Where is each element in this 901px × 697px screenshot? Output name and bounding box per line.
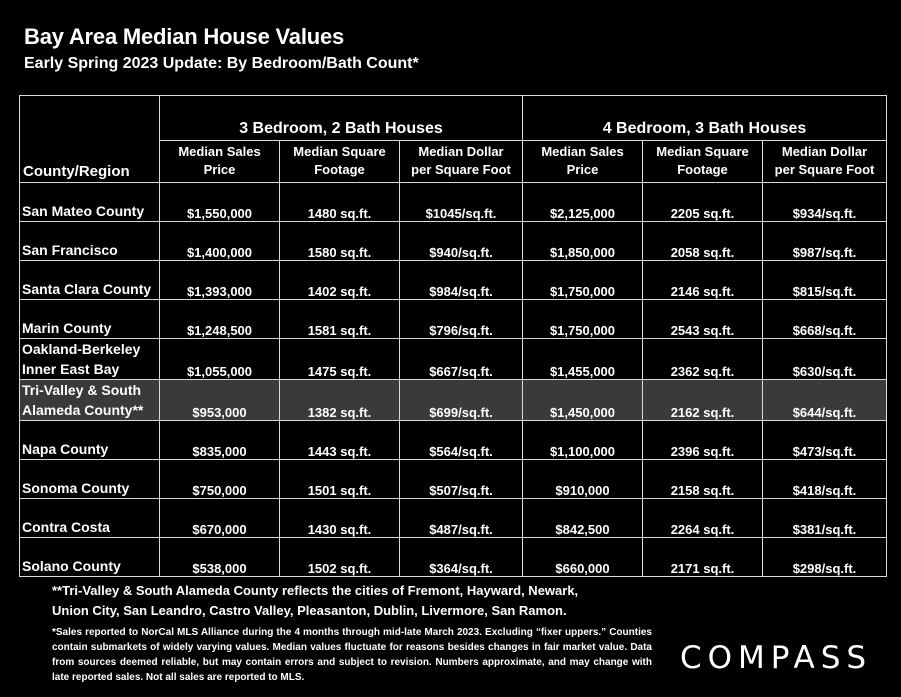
table-cell: 1475 sq.ft. xyxy=(280,338,400,379)
table-cell: $660,000 xyxy=(523,537,643,576)
column-header-line: Median Dollar xyxy=(781,144,868,160)
table-cell: $1,055,000 xyxy=(160,338,280,379)
group-header-3br: 3 Bedroom, 2 Bath Houses xyxy=(160,96,523,141)
table-cell: 2543 sq.ft. xyxy=(643,299,763,338)
column-header-line: per Square Foot xyxy=(774,162,875,178)
table-cell: $1,400,000 xyxy=(160,221,280,260)
tri-valley-footnote-line2: Union City, San Leandro, Castro Valley, Pleasanton, Dublin, Livermore, San Ramon. xyxy=(52,603,567,618)
column-header-line: Price xyxy=(566,162,599,178)
table-cell: $796/sq.ft. xyxy=(400,299,523,338)
table-row xyxy=(20,182,887,221)
group-header-4br: 4 Bedroom, 3 Bath Houses xyxy=(523,96,887,141)
table-row xyxy=(20,379,887,420)
column-header xyxy=(280,141,400,183)
region-name-line: Marin County xyxy=(22,319,112,336)
table-cell: 2264 sq.ft. xyxy=(643,498,763,537)
region-name-line: Sonoma County xyxy=(22,479,130,496)
table-cell: $1,100,000 xyxy=(523,420,643,459)
table-cell: $1,455,000 xyxy=(523,338,643,379)
region-name-line: Tri-Valley & South xyxy=(22,381,142,398)
table-cell: $910,000 xyxy=(523,459,643,498)
table-cell: $667/sq.ft. xyxy=(400,338,523,379)
column-header xyxy=(523,141,643,183)
table-cell: $473/sq.ft. xyxy=(763,420,887,459)
table-row xyxy=(20,537,887,576)
table-cell: $2,125,000 xyxy=(523,182,643,221)
table-row xyxy=(20,221,887,260)
column-header-line: Footage xyxy=(314,162,365,178)
region-name-line: Contra Costa xyxy=(22,518,110,535)
table-cell: 2146 sq.ft. xyxy=(643,260,763,299)
table-cell: $298/sq.ft. xyxy=(763,537,887,576)
table-cell: $381/sq.ft. xyxy=(763,498,887,537)
region-name xyxy=(20,221,160,260)
table-cell: $1,850,000 xyxy=(523,221,643,260)
table-cell: 2162 sq.ft. xyxy=(643,379,763,420)
table-cell: $934/sq.ft. xyxy=(763,182,887,221)
table-cell: $1,450,000 xyxy=(523,379,643,420)
table-cell: $1,248,500 xyxy=(160,299,280,338)
table-row xyxy=(20,338,887,379)
table-cell: 1402 sq.ft. xyxy=(280,260,400,299)
table-cell: 2362 sq.ft. xyxy=(643,338,763,379)
table-cell: 1581 sq.ft. xyxy=(280,299,400,338)
region-name xyxy=(20,260,160,299)
table-row xyxy=(20,299,887,338)
table-cell: $364/sq.ft. xyxy=(400,537,523,576)
region-name xyxy=(20,459,160,498)
table-cell: 1580 sq.ft. xyxy=(280,221,400,260)
region-name-line: Solano County xyxy=(22,557,121,574)
table-cell: $750,000 xyxy=(160,459,280,498)
region-name-line: Santa Clara County xyxy=(22,280,152,297)
page-title: Bay Area Median House Values xyxy=(24,24,345,49)
table-cell: $507/sq.ft. xyxy=(400,459,523,498)
table-cell: $815/sq.ft. xyxy=(763,260,887,299)
table-cell: 2396 sq.ft. xyxy=(643,420,763,459)
column-header-line: Median Sales xyxy=(178,144,261,160)
column-header-line: Footage xyxy=(677,162,728,178)
sales-disclaimer: *Sales reported to NorCal MLS Alliance during the 4 months through mid-late March 2023. Excluding “fixer uppers.” Counties contain submarkets of widely varying values. Median values fluctuate for reasons besides changes in fair market value. Data from sources deemed reliable, but may contain errors and subject to revision. Numbers approximate, and may change with late reported sales. Not all sales are reported to MLS. xyxy=(52,627,652,683)
region-name xyxy=(20,420,160,459)
group-header-row xyxy=(20,96,887,141)
column-header-line: Median Square xyxy=(656,144,749,160)
page-subtitle: Early Spring 2023 Update: By Bedroom/Bath Count* xyxy=(24,55,419,72)
region-header-top xyxy=(20,96,160,141)
table-cell: $953,000 xyxy=(160,379,280,420)
table-cell: $1,550,000 xyxy=(160,182,280,221)
table-cell: $987/sq.ft. xyxy=(763,221,887,260)
table-cell: 1443 sq.ft. xyxy=(280,420,400,459)
column-header-line: Median Sales xyxy=(541,144,624,160)
table-cell: $1045/sq.ft. xyxy=(400,182,523,221)
region-name xyxy=(20,338,160,379)
table-cell: $538,000 xyxy=(160,537,280,576)
region-name xyxy=(20,498,160,537)
median-values-table xyxy=(19,95,887,577)
table-cell: $487/sq.ft. xyxy=(400,498,523,537)
column-header xyxy=(643,141,763,183)
table-cell: $418/sq.ft. xyxy=(763,459,887,498)
region-name-line: Inner East Bay xyxy=(22,360,120,377)
region-name xyxy=(20,182,160,221)
table-cell: $940/sq.ft. xyxy=(400,221,523,260)
column-header xyxy=(400,141,523,183)
region-name-line: San Mateo County xyxy=(22,202,145,219)
table-cell: 2171 sq.ft. xyxy=(643,537,763,576)
column-header xyxy=(763,141,887,183)
table-cell: $842,500 xyxy=(523,498,643,537)
table-cell: 2205 sq.ft. xyxy=(643,182,763,221)
table-cell: 1502 sq.ft. xyxy=(280,537,400,576)
table-row xyxy=(20,420,887,459)
region-column-header: County/Region xyxy=(20,141,160,183)
table-cell: $1,750,000 xyxy=(523,299,643,338)
table-row xyxy=(20,260,887,299)
table-cell: $564/sq.ft. xyxy=(400,420,523,459)
table-row xyxy=(20,498,887,537)
column-header xyxy=(160,141,280,183)
region-name-line: San Francisco xyxy=(22,241,118,258)
column-header-line: Median Dollar xyxy=(418,144,504,160)
table-cell: 1430 sq.ft. xyxy=(280,498,400,537)
region-name xyxy=(20,299,160,338)
table-cell: $644/sq.ft. xyxy=(763,379,887,420)
table-cell: $984/sq.ft. xyxy=(400,260,523,299)
compass-logo: COMPASS xyxy=(680,640,873,676)
table-cell: 1501 sq.ft. xyxy=(280,459,400,498)
region-name xyxy=(20,379,160,420)
table-cell: 2058 sq.ft. xyxy=(643,221,763,260)
table-cell: $699/sq.ft. xyxy=(400,379,523,420)
table-cell: 2158 sq.ft. xyxy=(643,459,763,498)
table-cell: 1382 sq.ft. xyxy=(280,379,400,420)
table-cell: $1,750,000 xyxy=(523,260,643,299)
table-cell: $630/sq.ft. xyxy=(763,338,887,379)
region-name-line: Alameda County** xyxy=(22,401,144,418)
table-cell: $1,393,000 xyxy=(160,260,280,299)
column-header-line: per Square Foot xyxy=(411,162,511,178)
table-cell: $835,000 xyxy=(160,420,280,459)
column-header-row xyxy=(20,141,887,183)
tri-valley-footnote-line1: **Tri-Valley & South Alameda County reflects the cities of Fremont, Hayward, Newark, xyxy=(52,583,579,598)
column-header-line: Median Square xyxy=(293,144,386,160)
table-cell: $670,000 xyxy=(160,498,280,537)
region-name-line: Oakland-Berkeley xyxy=(22,340,141,357)
tri-valley-footnote xyxy=(52,581,672,621)
region-name-line: Napa County xyxy=(22,440,109,457)
table-cell: 1480 sq.ft. xyxy=(280,182,400,221)
region-name xyxy=(20,537,160,576)
table-row xyxy=(20,459,887,498)
table-cell: $668/sq.ft. xyxy=(763,299,887,338)
column-header-line: Price xyxy=(203,162,236,178)
